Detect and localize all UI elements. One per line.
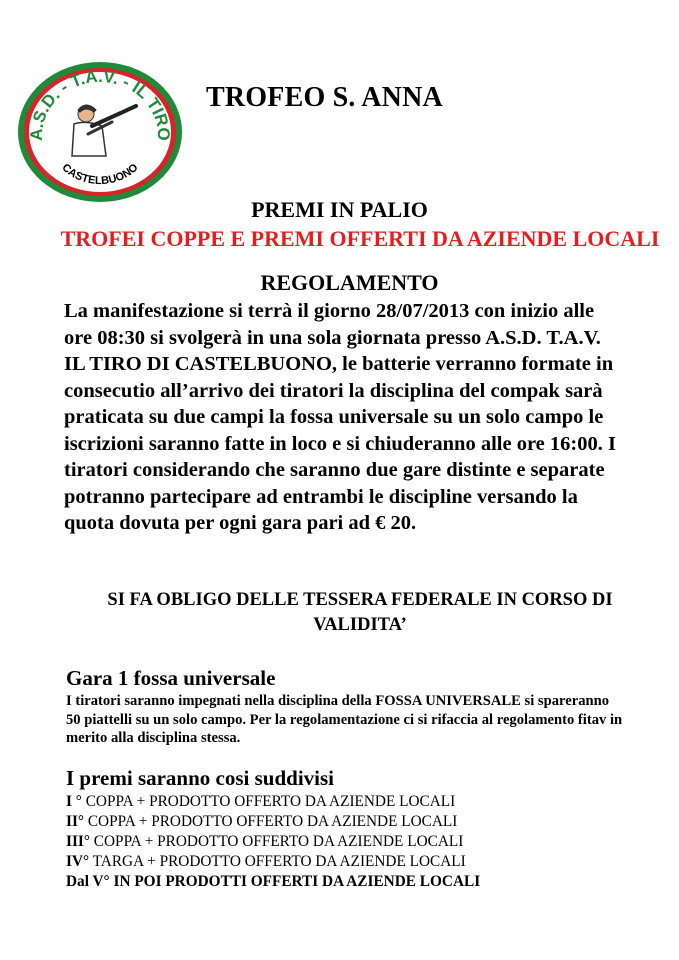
prize-place: Dal V°	[66, 873, 110, 890]
prize-place: II°	[66, 813, 85, 830]
list-item	[66, 812, 480, 832]
prize-place: III°	[66, 833, 90, 850]
list-item	[66, 872, 480, 892]
list-item	[66, 832, 480, 852]
prize-list	[66, 792, 480, 892]
prize-place: IV°	[66, 853, 90, 870]
prize-text: COPPA + PRODOTTO OFFERTO DA AZIENDE LOCALI	[89, 833, 464, 850]
logo-bottom-text: CASTELBUONO	[59, 161, 141, 188]
obligation-notice: SI FA OBLIGO DELLE TESSERA FEDERALE IN CORSO DI VALIDITA’	[107, 590, 613, 635]
rules-text: La manifestazione si terrà il giorno 28/07/2013 con inizio alle ore 08:30 si svolgerà in una sola giornata presso A.S.D. T.A.V. IL TIRO DI CASTELBUONO, le batterie verranno formate in consecutio all’arrivo dei tiratori la disciplina del compak sarà praticata su due campi la fossa universale su un solo campo le iscrizioni saranno fatte in loco e si chiuderanno alle ore 16:00. I tiratori considerando che saranno due gare distinte e separate potranno partecipare ad entrambi le discipline versando la quota dovuta per ogni gara pari ad € 20.	[64, 300, 616, 534]
page-title: TROFEO S. ANNA	[206, 82, 443, 113]
logo-top-text: A.S.D. - T.A.V. - IL TIRO	[26, 66, 174, 142]
prize-text: TARGA + PRODOTTO OFFERTO DA AZIENDE LOCALI	[89, 853, 466, 870]
club-logo	[16, 60, 184, 204]
list-item	[66, 852, 480, 872]
gara-text: I tiratori saranno impegnati nella disciplina della FOSSA UNIVERSALE si spareranno 50 piattelli su un solo campo. Per la regolamentazione ci si rifaccia al regolamento fitav in merito alla disciplina stessa.	[66, 693, 623, 746]
prize-place: I °	[66, 793, 82, 810]
prize-list-title: I premi saranno cosi suddivisi	[66, 766, 335, 790]
gara-title: Gara 1 fossa universale	[66, 666, 276, 690]
prize-text: COPPA + PRODOTTO OFFERTO DA AZIENDE LOCALI	[84, 813, 458, 830]
list-item	[66, 792, 480, 812]
prize-text: COPPA + PRODOTTO OFFERTO DA AZIENDE LOCALI	[81, 793, 456, 810]
prizes-heading: PREMI IN PALIO	[251, 197, 428, 222]
prizes-subheading: TROFEI COPPE E PREMI OFFERTI DA AZIENDE LOCALI	[60, 226, 660, 251]
rules-heading: REGOLAMENTO	[260, 270, 439, 295]
prize-text: IN POI PRODOTTI OFFERTI DA AZIENDE LOCALI	[109, 873, 481, 890]
